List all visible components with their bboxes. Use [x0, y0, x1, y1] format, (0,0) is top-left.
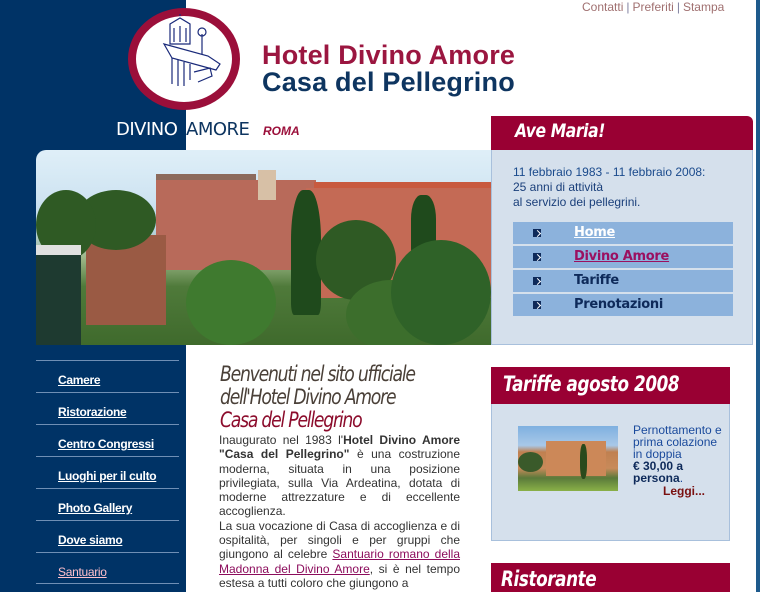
- read-more-link[interactable]: Leggi...: [663, 484, 705, 498]
- sidebar-link[interactable]: Luoghi per il culto: [58, 469, 157, 483]
- sidebar-link[interactable]: Ristorazione: [58, 405, 127, 419]
- anniversary-dates: 11 febbraio 1983 - 11 febbraio 2008:: [513, 165, 706, 179]
- thumb-building: [546, 441, 606, 476]
- tariffe-title: Tariffe agosto 2008: [503, 372, 680, 396]
- arrow-right-icon: [533, 229, 541, 237]
- anniversary-text: [513, 165, 705, 210]
- thumb-cypress: [580, 444, 587, 479]
- ristorante-header: [491, 563, 730, 592]
- sidebar-link[interactable]: Photo Gallery: [58, 501, 133, 515]
- anniversary-years: 25 anni di attività: [513, 180, 604, 194]
- sidebar-item-camere: [36, 360, 179, 392]
- main-menu: [513, 222, 733, 318]
- thumb-tree: [518, 452, 543, 472]
- menu-item-tariffe[interactable]: [513, 270, 733, 292]
- sidebar-nav: [36, 360, 179, 584]
- welcome-heading: [220, 363, 415, 432]
- paragraph-text: , si è nel tempo estesa a tutti coloro che giungono a: [219, 561, 460, 590]
- hotel-thumbnail[interactable]: [518, 426, 618, 491]
- right-edge-stripe: [756, 0, 760, 592]
- separator: |: [676, 0, 680, 14]
- menu-label[interactable]: Home: [574, 225, 615, 240]
- sidebar-item-photo-gallery: [36, 488, 179, 520]
- church-sketch-icon: [150, 14, 234, 94]
- sidebar-link[interactable]: Santuario: [58, 565, 107, 579]
- pine-tree: [391, 240, 491, 345]
- arrow-right-icon: [533, 253, 541, 261]
- ave-maria-title: Ave Maria!: [515, 120, 605, 142]
- sidebar-item-centro-congressi: [36, 424, 179, 456]
- menu-label[interactable]: Divino Amore: [574, 249, 670, 264]
- hero-photo: [36, 150, 491, 345]
- hotel-title: Hotel Divino Amore: [262, 40, 516, 70]
- pine-tree: [186, 260, 276, 345]
- stampa-link[interactable]: Stampa: [682, 0, 725, 14]
- tagline-divino: DIVINO: [116, 119, 178, 140]
- paragraph-text: La sua vocazione di Casa di accoglienza e di ospitalità, per singoli e per gruppi che giungono al celebre: [219, 518, 460, 562]
- offer-price: € 30,00 a: [633, 459, 684, 473]
- tariffe-header: [491, 367, 730, 404]
- ristorante-title: Ristorante: [501, 567, 597, 591]
- menu-item-prenotazioni[interactable]: [513, 294, 733, 316]
- offer-per-person: persona: [633, 471, 680, 485]
- utility-links: [582, 0, 724, 14]
- heading-line2: dell'Hotel Divino Amore: [220, 385, 396, 409]
- arrow-right-icon: [533, 277, 541, 285]
- preferiti-link[interactable]: Preferiti: [632, 0, 674, 14]
- separator: |: [626, 0, 630, 14]
- menu-label[interactable]: Tariffe: [574, 273, 619, 288]
- paragraph-text: è una costruzione moderna, situata in una posizione privilegiata, sulla Via Ardeatina, dotata di moderne attrezzature e di eccellente accoglienza.: [219, 447, 461, 519]
- hotel-subtitle: Casa del Pellegrino: [262, 67, 515, 97]
- anniversary-service: al servizio dei pellegrini.: [513, 195, 641, 209]
- bell-tower: [258, 170, 276, 200]
- tagline-amore: AMORE: [186, 119, 250, 140]
- tariffe-description: [633, 424, 723, 497]
- ave-maria-header: [491, 116, 753, 150]
- sidebar-link[interactable]: Camere: [58, 373, 101, 387]
- arrow-right-icon: [533, 301, 541, 309]
- menu-label[interactable]: Prenotazioni: [574, 297, 663, 312]
- glass-pavilion: [36, 245, 81, 345]
- offer-description: Pernottamento e prima colazione in doppia: [633, 423, 722, 461]
- hotel-name-bold: Hotel Divino Amore "Casa del Pellegrino": [219, 433, 460, 462]
- sidebar-link[interactable]: Centro Congressi: [58, 437, 154, 451]
- paragraph-text: Inaugurato nel 1983 l': [219, 433, 344, 447]
- tagline-roma: ROMA: [263, 124, 300, 138]
- ave-maria-panel: [491, 150, 753, 345]
- contatti-link[interactable]: Contatti: [582, 0, 624, 14]
- period: .: [679, 471, 684, 485]
- sidebar-item-santuario: [36, 552, 179, 584]
- heading-line3: Casa del Pellegrino: [220, 408, 362, 432]
- sidebar-item-ristorazione: [36, 392, 179, 424]
- sidebar-item-luoghi-culto: [36, 456, 179, 488]
- sidebar-link[interactable]: Dove siamo: [58, 533, 123, 547]
- tariffe-panel: [491, 404, 730, 541]
- welcome-body: [219, 433, 460, 590]
- menu-item-divino-amore[interactable]: [513, 246, 733, 268]
- sidebar-item-dove-siamo: [36, 520, 179, 552]
- santuario-link[interactable]: Santuario romano della Madonna del Divino Amore: [219, 547, 460, 576]
- menu-item-home[interactable]: [513, 222, 733, 244]
- heading-line1: Benvenuti nel sito ufficiale: [220, 362, 415, 386]
